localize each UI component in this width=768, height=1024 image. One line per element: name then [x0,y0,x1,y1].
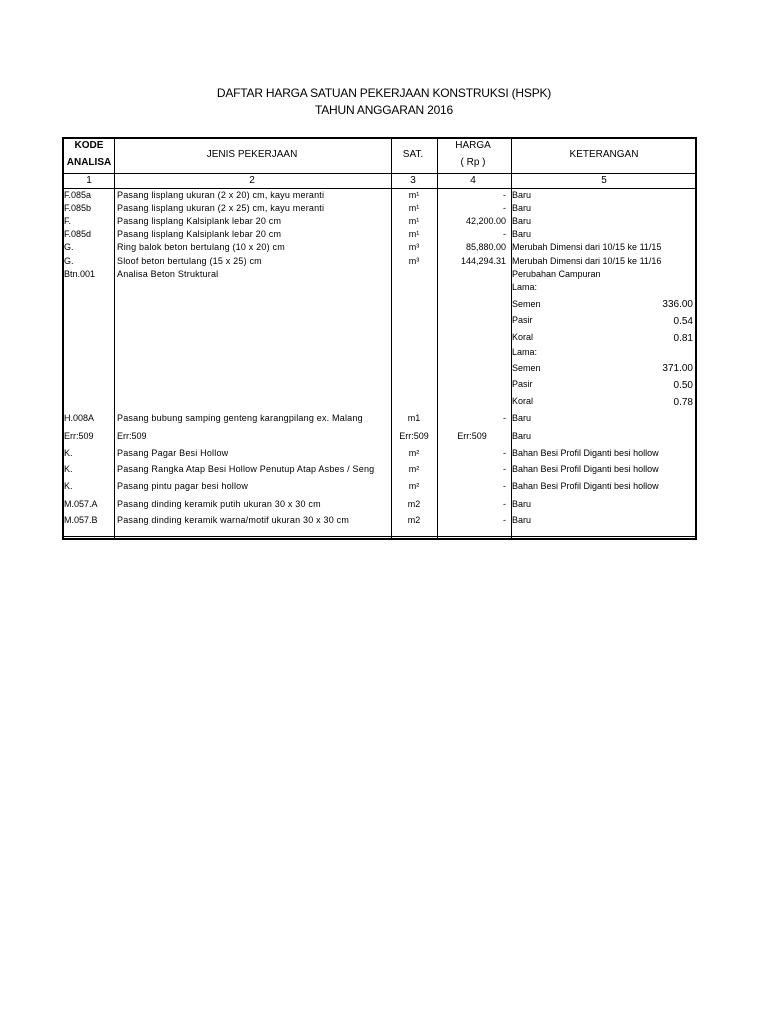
row-sat: m³ [408,256,420,266]
row-sat: m³ [408,242,420,252]
row-keterangan: Bahan Besi Profil Diganti besi hollow [512,481,659,491]
row-keterangan: Baru [512,499,532,509]
row-harga: - [503,481,506,491]
mix-pasir-value: 0.50 [673,380,693,391]
row-code: H.008A [64,413,95,423]
col-divider [391,139,392,538]
row-harga: - [503,448,506,458]
row-sat: m1 [407,413,421,423]
header-divider [64,188,695,189]
col-number: 4 [470,175,476,186]
row-sat: m² [408,448,420,458]
mix-lama-label: Lama: [512,282,538,292]
row-job: Analisa Beton Struktural [117,269,219,279]
row-keterangan: Bahan Besi Profil Diganti besi hollow [512,448,659,458]
row-harga: 42,200.00 [465,216,506,226]
mix-koral-label: Koral [512,396,534,406]
col-number: 5 [601,175,607,186]
row-sat: m¹ [408,190,420,200]
mix-pasir-value: 0.54 [673,316,693,327]
mix-lama-label: Lama: [512,347,538,357]
row-job: Pasang bubung samping genteng karangpilang ex. Malang [117,413,363,423]
row-job: Pasang Pagar Besi Hollow [117,448,229,458]
header-sat: SAT. [402,149,424,160]
mix-semen-value: 371.00 [662,363,693,374]
row-code: G. [64,242,74,252]
row-sat: m2 [407,499,421,509]
row-code: K. [64,448,73,458]
mix-koral-value: 0.78 [673,397,693,408]
col-number: 2 [249,175,255,186]
row-sat: m² [408,464,420,474]
col-number: 1 [86,175,92,186]
row-sat: m¹ [408,203,420,213]
row-harga: - [503,464,506,474]
row-code: F. [64,216,72,226]
header-harga: HARGA [455,140,491,151]
document-subtitle: TAHUN ANGGARAN 2016 [314,103,454,117]
col-number: 3 [410,175,416,186]
row-job: Pasang dinding keramik warna/motif ukuran 30 x 30 cm [117,515,350,525]
row-sat: m² [408,481,420,491]
mix-koral-label: Koral [512,332,534,342]
row-harga: 144,294.31 [460,256,506,266]
row-keterangan: Baru [512,203,532,213]
row-code: F.085a [64,190,92,200]
row-keterangan: Bahan Besi Profil Diganti besi hollow [512,464,659,474]
row-job: Pasang Rangka Atap Besi Hollow Penutup Atap Asbes / Seng [117,464,375,474]
row-harga: - [503,190,506,200]
header-jenis-pekerjaan: JENIS PEKERJAAN [206,149,298,160]
row-keterangan: Perubahan Campuran [512,269,601,279]
mix-semen-value: 336.00 [662,299,693,310]
row-job: Pasang lisplang Kalsiplank lebar 20 cm [117,229,282,239]
mix-koral-value: 0.81 [673,333,693,344]
header-keterangan: KETERANGAN [569,149,639,160]
row-job: Err:509 [117,431,147,441]
row-keterangan: Baru [512,229,532,239]
row-code: G. [64,256,74,266]
row-harga: - [503,515,506,525]
row-sat: m¹ [408,216,420,226]
document-title: DAFTAR HARGA SATUAN PEKERJAAN KONSTRUKSI (HSPK) [216,86,552,100]
row-job: Pasang pintu pagar besi hollow [117,481,249,491]
row-keterangan: Baru [512,190,532,200]
row-code: F.085d [64,229,92,239]
row-job: Pasang lisplang Kalsiplank lebar 20 cm [117,216,282,226]
row-sat: m2 [407,515,421,525]
row-code: Btn.001 [64,269,96,279]
row-keterangan: Baru [512,413,532,423]
row-harga: 85,880.00 [465,242,506,252]
row-job: Pasang dinding keramik putih ukuran 30 x 30 cm [117,499,321,509]
row-code: M.057.A [64,499,98,509]
row-keterangan: Merubah Dimensi dari 10/15 ke 11/15 [512,242,662,252]
row-harga: - [503,499,506,509]
row-job: Pasang lisplang ukuran (2 x 20) cm, kayu meranti [117,190,325,200]
row-code: F.085b [64,203,92,213]
header-analisa: ANALISA [66,157,112,168]
header-harga-unit: ( Rp ) [460,157,486,168]
mix-semen-label: Semen [512,363,541,373]
mix-semen-label: Semen [512,299,541,309]
row-harga: - [503,413,506,423]
row-harga: - [503,229,506,239]
mix-pasir-label: Pasir [512,379,533,389]
row-job: Pasang lisplang ukuran (2 x 25) cm, kayu meranti [117,203,325,213]
row-harga: - [503,203,506,213]
row-code: Err:509 [64,431,94,441]
col-divider [114,139,115,538]
header-divider [64,173,695,174]
mix-pasir-label: Pasir [512,315,533,325]
row-sat: m¹ [408,229,420,239]
row-code: K. [64,481,73,491]
row-code: M.057.B [64,515,98,525]
row-harga: Err:509 [457,431,487,441]
row-keterangan: Merubah Dimensi dari 10/15 ke 11/16 [512,256,662,266]
row-job: Ring balok beton bertulang (10 x 20) cm [117,242,285,252]
row-job: Sloof beton bertulang (15 x 25) cm [117,256,262,266]
row-sat: Err:509 [399,431,429,441]
row-keterangan: Baru [512,515,532,525]
row-keterangan: Baru [512,431,532,441]
row-keterangan: Baru [512,216,532,226]
row-code: K. [64,464,73,474]
bottom-divider [64,536,695,537]
header-kode: KODE [74,140,104,151]
